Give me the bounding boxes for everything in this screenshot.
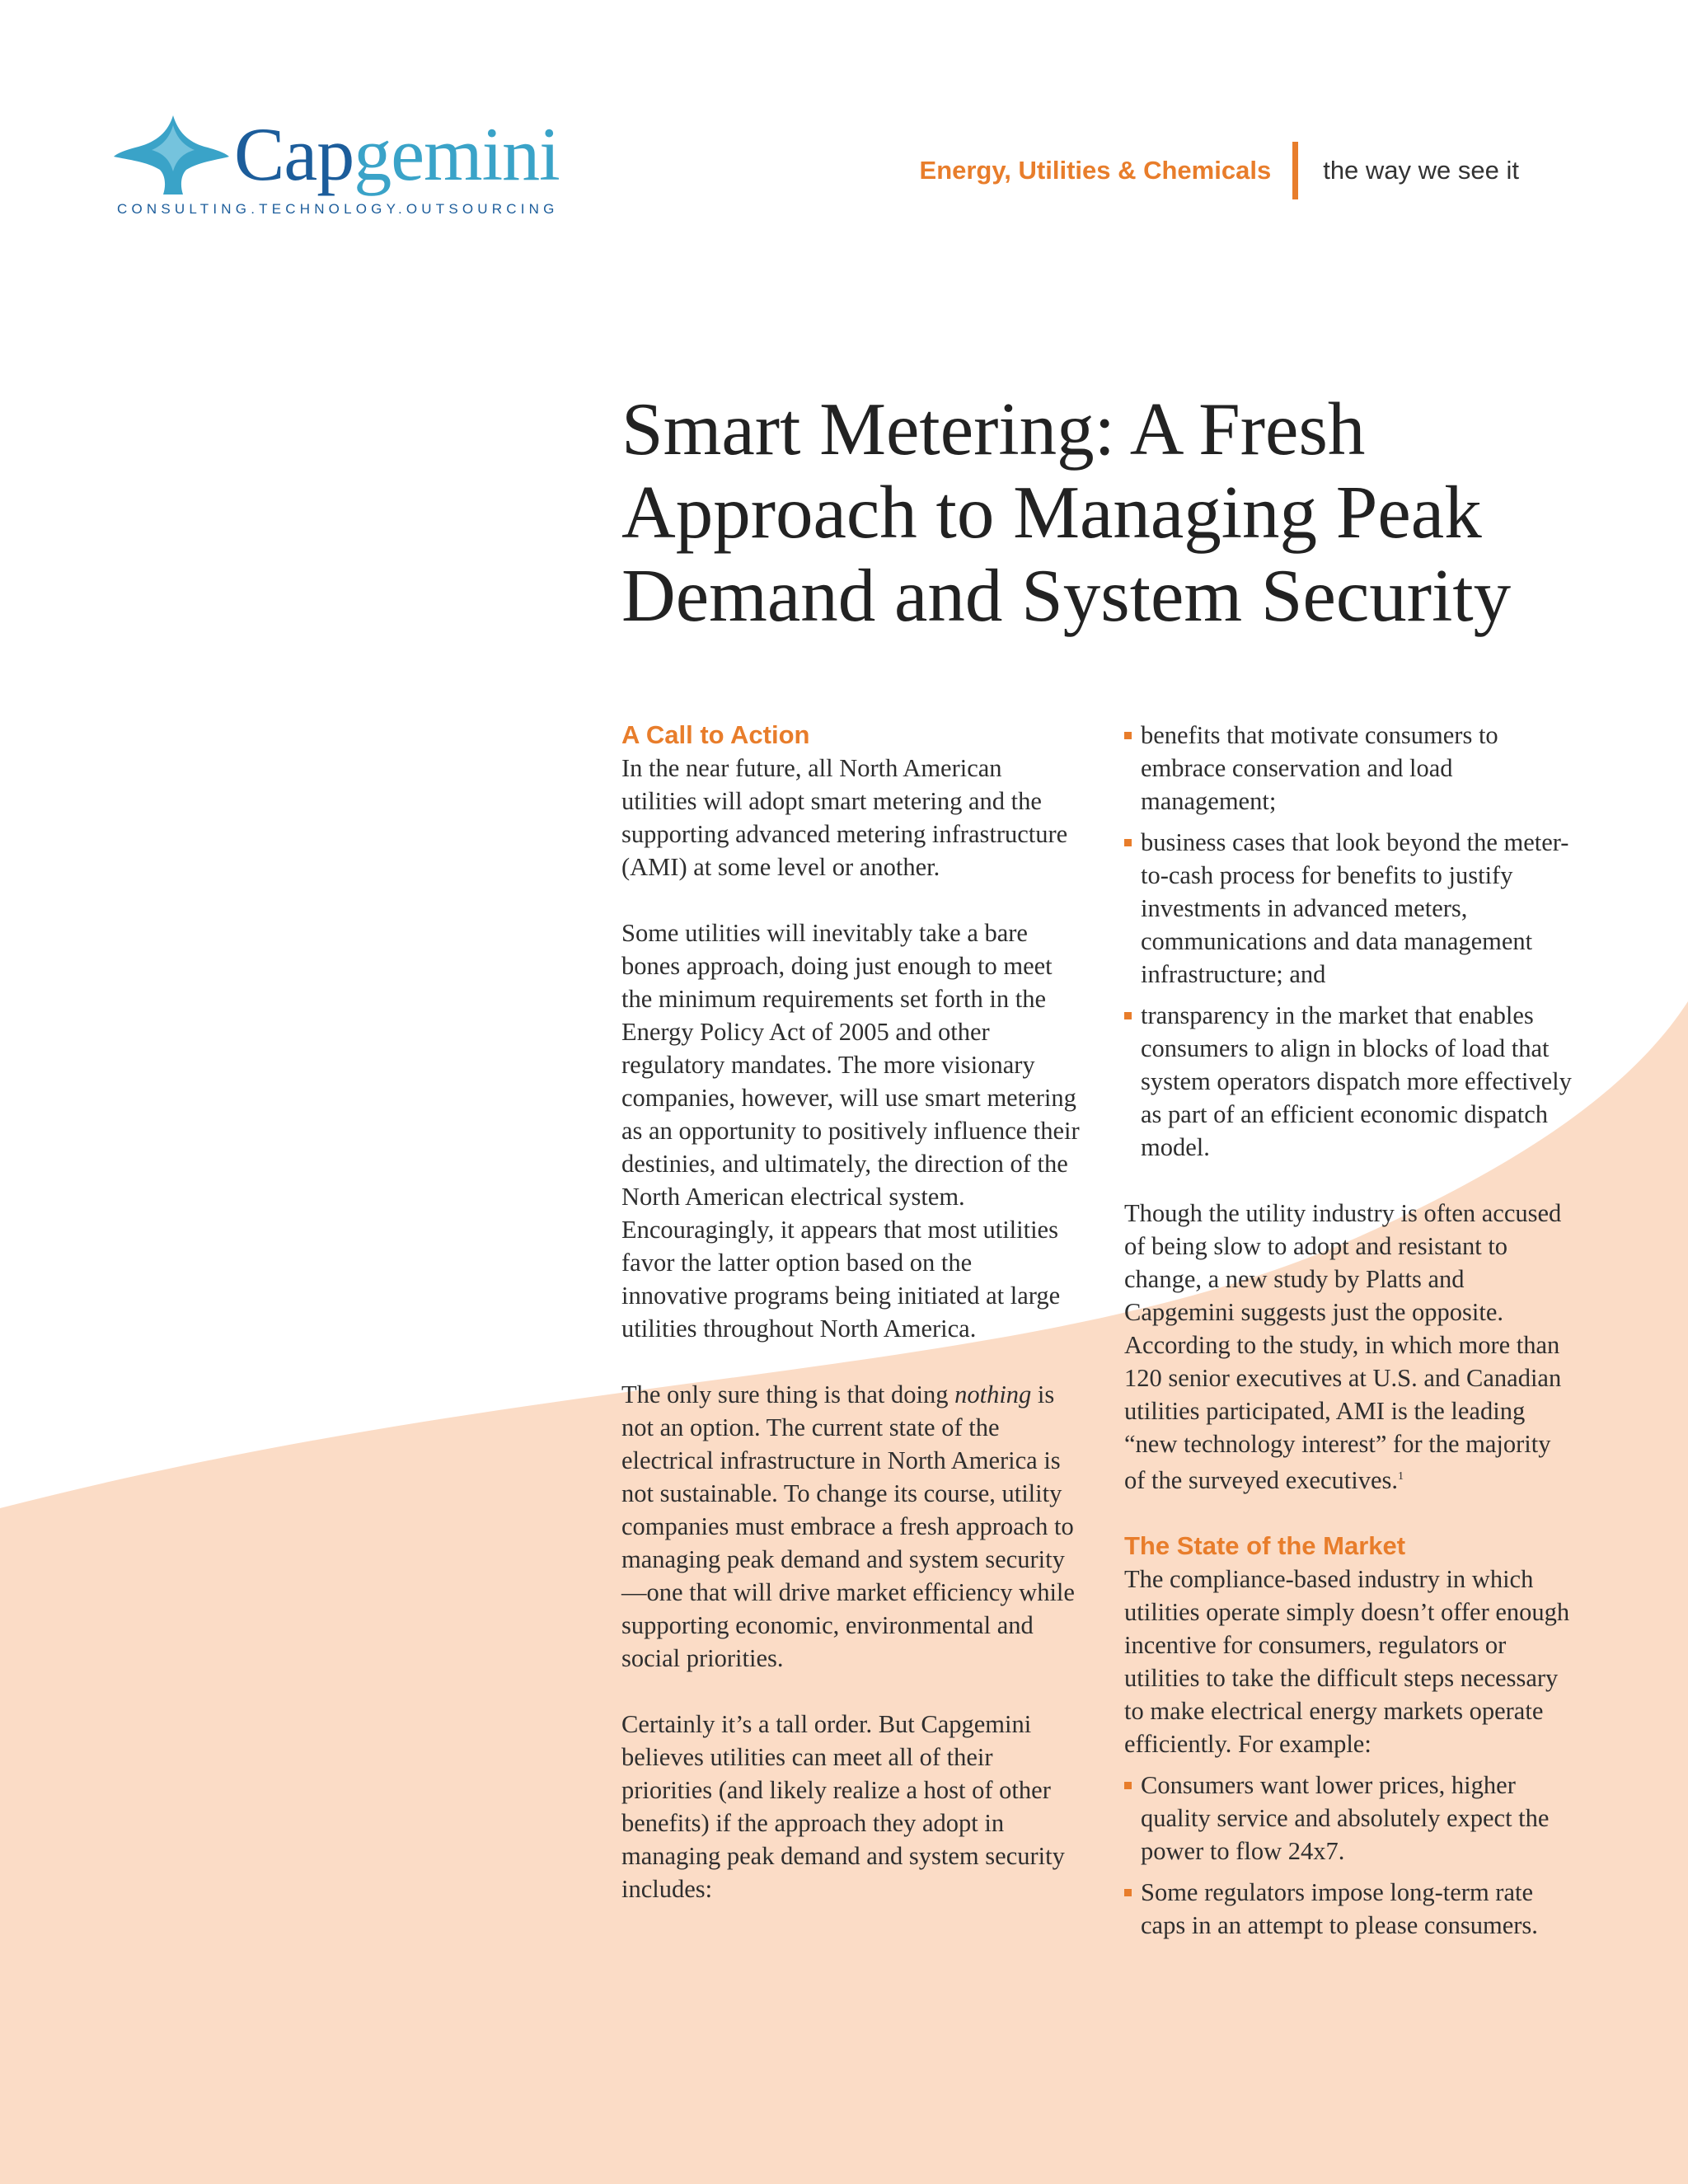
paragraph: Some utilities will inevitably take a bare bones approach, doing just enough to meet the minimum requirements set forth in the Energy Policy Act of 2005 and other regulatory mandates. The more visionary companies, however, will use smart metering as an opportunity to positively influence their destinies, and ultimately, the direction of the North American electrical system. Encouragingly, it appears that most utilities favor the latter option based on the innovative programs being initiated at large utilities throughout North America. xyxy=(621,919,1080,1343)
bullet-list xyxy=(1124,1769,1578,1942)
brand-tagline: CONSULTING.TECHNOLOGY.OUTSOURCING xyxy=(117,201,559,217)
paragraph-text: The only sure thing is that doing xyxy=(621,1380,955,1408)
section-heading-state-of-market: The State of the Market xyxy=(1124,1531,1406,1561)
document-title: Smart Metering: A Fresh Approach to Managing Peak Demand and System Security xyxy=(621,387,1512,637)
paragraph xyxy=(1124,1197,1578,1497)
paragraph-text: is not an option. The current state of the electrical infrastructure in North America is not sustainable. To change its course, utility companies must embrace a fresh approach to managing peak demand and system security—one that will drive market efficiency while supporting economic, environmental and social priorities. xyxy=(621,1380,1075,1672)
spade-mark-icon xyxy=(114,114,229,196)
header-right xyxy=(920,142,1519,199)
brand-wordmark-part1: Cap xyxy=(234,112,354,196)
paragraph xyxy=(621,1378,1083,1675)
list-item: Some regulators impose long-term rate caps in an attempt to please consumers. xyxy=(1124,1876,1578,1942)
header-divider xyxy=(1292,142,1298,199)
list-item: transparency in the market that enables consumers to align in blocks of load that system operators dispatch more effectively as part of an efficient economic dispatch model. xyxy=(1124,999,1578,1164)
brand-wordmark xyxy=(234,109,560,199)
capgemini-logo[interactable] xyxy=(114,112,560,223)
list-item: benefits that motivate consumers to embrace conservation and load management; xyxy=(1124,719,1578,818)
bullet-list xyxy=(1124,719,1578,1164)
paragraph: The compliance-based industry in which utilities operate simply doesn’t offer enough incentive for consumers, regulators or utilities to take the difficult steps necessary to make electrical energy markets operate efficiently. For example: xyxy=(1124,1565,1570,1759)
list-item: Consumers want lower prices, higher quality service and absolutely expect the power to flow 24x7. xyxy=(1124,1769,1578,1868)
footnote-ref[interactable]: 1 xyxy=(1398,1470,1404,1483)
paragraph: In the near future, all North American utilities will adopt smart metering and the supporting advanced metering infrastructure (AMI) at some level or another. xyxy=(621,754,1068,881)
right-column xyxy=(1124,719,1578,1975)
section-heading-call-to-action: A Call to Action xyxy=(621,720,810,749)
brand-wordmark-part2: gemini xyxy=(354,112,560,196)
paragraph-text: Though the utility industry is often accused of being slow to adopt and resistant to change, a new study by Platts and Capgemini suggests just the opposite. According to the study, in which more than 120 senior executives at U.S. and Canadian utilities participated, AMI is the leading “new technology interest” for the majority of the surveyed executives. xyxy=(1124,1199,1562,1495)
left-column xyxy=(621,719,1083,1938)
sector-label: Energy, Utilities & Chemicals xyxy=(919,156,1272,185)
header-tagline: the way we see it xyxy=(1323,156,1519,185)
paragraph: Certainly it’s a tall order. But Capgemini believes utilities can meet all of their priorities (and likely realize a host of other benefits) if the approach they adopt in managing peak demand and system security includes: xyxy=(621,1710,1065,1903)
list-item: business cases that look beyond the meter-to-cash process for benefits to justify investments in advanced meters, communications and data management infrastructure; and xyxy=(1124,826,1578,991)
emphasis-text: nothing xyxy=(954,1380,1032,1408)
